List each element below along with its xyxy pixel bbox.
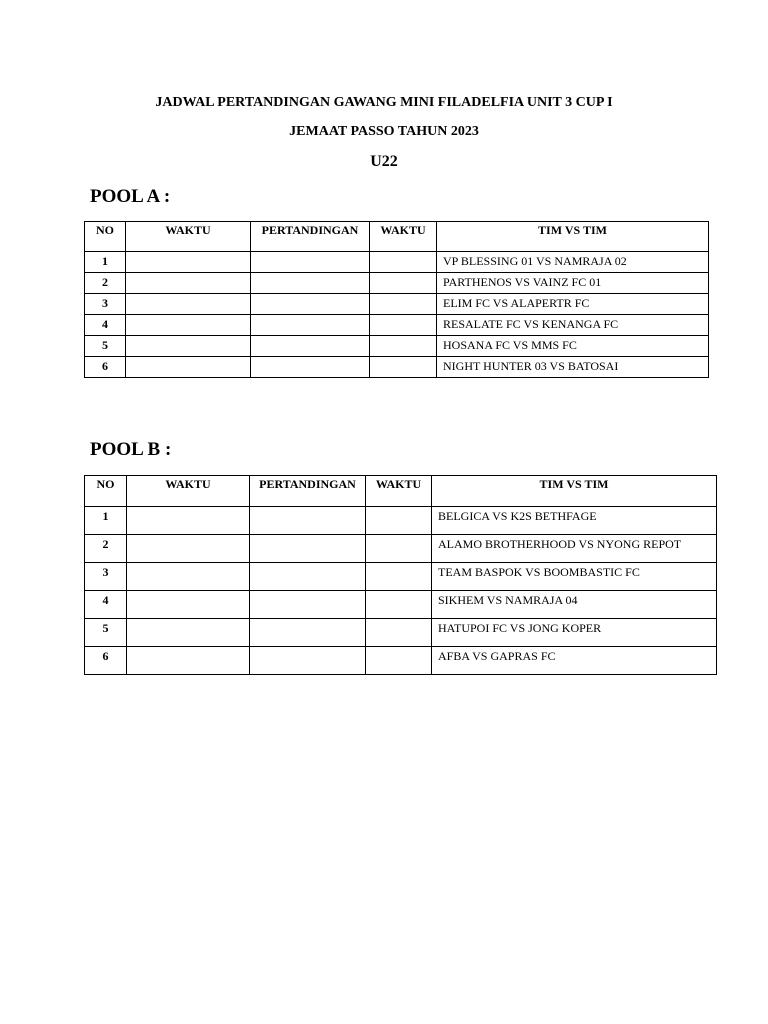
waktu-cell xyxy=(127,563,250,591)
pertandingan-cell xyxy=(251,252,370,273)
waktu-cell xyxy=(126,315,251,336)
waktu-cell-2 xyxy=(366,619,432,647)
header-pertandingan: PERTANDINGAN xyxy=(251,222,370,252)
match-cell: ALAMO BROTHERHOOD VS NYONG REPOT xyxy=(432,535,717,563)
table-row xyxy=(85,252,709,273)
header-pertandingan: PERTANDINGAN xyxy=(250,476,366,507)
match-cell: VP BLESSING 01 VS NAMRAJA 02 xyxy=(437,252,709,273)
match-cell: HATUPOI FC VS JONG KOPER xyxy=(432,619,717,647)
pertandingan-cell xyxy=(250,647,366,675)
table-row xyxy=(85,535,717,563)
header-waktu: WAKTU xyxy=(127,476,250,507)
match-cell: HOSANA FC VS MMS FC xyxy=(437,336,709,357)
document-subtitle: JEMAAT PASSO TAHUN 2023 xyxy=(289,124,479,139)
match-cell: AFBA VS GAPRAS FC xyxy=(432,647,717,675)
waktu-cell xyxy=(126,252,251,273)
waktu-cell-2 xyxy=(370,294,437,315)
waktu-cell xyxy=(126,273,251,294)
match-cell: NIGHT HUNTER 03 VS BATOSAI xyxy=(437,357,709,378)
waktu-cell xyxy=(126,336,251,357)
pertandingan-cell xyxy=(250,619,366,647)
age-category: U22 xyxy=(370,153,398,170)
waktu-cell-2 xyxy=(366,507,432,535)
table-row xyxy=(85,591,717,619)
row-number: 3 xyxy=(85,294,126,315)
row-number: 5 xyxy=(85,619,127,647)
waktu-cell-2 xyxy=(370,336,437,357)
table-header-row xyxy=(85,476,717,507)
table-row xyxy=(85,563,717,591)
pertandingan-cell xyxy=(251,357,370,378)
header-waktu-2: WAKTU xyxy=(370,222,437,252)
pertandingan-cell xyxy=(250,591,366,619)
pool-b-label: POOL B : xyxy=(90,439,172,460)
table-row xyxy=(85,507,717,535)
waktu-cell xyxy=(127,619,250,647)
pool-a-table xyxy=(84,221,709,378)
row-number: 5 xyxy=(85,336,126,357)
row-number: 4 xyxy=(85,591,127,619)
match-cell: ELIM FC VS ALAPERTR FC xyxy=(437,294,709,315)
row-number: 1 xyxy=(85,507,127,535)
waktu-cell-2 xyxy=(370,252,437,273)
row-number: 6 xyxy=(85,357,126,378)
pertandingan-cell xyxy=(251,315,370,336)
header-no: NO xyxy=(85,222,126,252)
waktu-cell xyxy=(126,294,251,315)
document-title: JADWAL PERTANDINGAN GAWANG MINI FILADELFIA UNIT 3 CUP I xyxy=(155,95,613,110)
header-waktu: WAKTU xyxy=(126,222,251,252)
row-number: 2 xyxy=(85,273,126,294)
waktu-cell-2 xyxy=(370,315,437,336)
waktu-cell-2 xyxy=(370,273,437,294)
row-number: 4 xyxy=(85,315,126,336)
table-header-row xyxy=(85,222,709,252)
table-row xyxy=(85,273,709,294)
pertandingan-cell xyxy=(251,294,370,315)
header-tim-vs-tim: TIM VS TIM xyxy=(437,222,709,252)
row-number: 6 xyxy=(85,647,127,675)
table-row xyxy=(85,357,709,378)
pertandingan-cell xyxy=(251,273,370,294)
waktu-cell xyxy=(127,535,250,563)
waktu-cell xyxy=(127,591,250,619)
waktu-cell-2 xyxy=(366,535,432,563)
pertandingan-cell xyxy=(250,563,366,591)
pertandingan-cell xyxy=(250,507,366,535)
table-row xyxy=(85,294,709,315)
row-number: 2 xyxy=(85,535,127,563)
match-cell: RESALATE FC VS KENANGA FC xyxy=(437,315,709,336)
waktu-cell xyxy=(126,357,251,378)
pertandingan-cell xyxy=(250,535,366,563)
waktu-cell-2 xyxy=(366,591,432,619)
table-row xyxy=(85,647,717,675)
waktu-cell xyxy=(127,647,250,675)
waktu-cell-2 xyxy=(370,357,437,378)
match-cell: BELGICA VS K2S BETHFAGE xyxy=(432,507,717,535)
match-cell: SIKHEM VS NAMRAJA 04 xyxy=(432,591,717,619)
header-no: NO xyxy=(85,476,127,507)
table-row xyxy=(85,315,709,336)
row-number: 1 xyxy=(85,252,126,273)
header-waktu-2: WAKTU xyxy=(366,476,432,507)
pertandingan-cell xyxy=(251,336,370,357)
match-cell: TEAM BASPOK VS BOOMBASTIC FC xyxy=(432,563,717,591)
waktu-cell xyxy=(127,507,250,535)
match-cell: PARTHENOS VS VAINZ FC 01 xyxy=(437,273,709,294)
waktu-cell-2 xyxy=(366,563,432,591)
waktu-cell-2 xyxy=(366,647,432,675)
row-number: 3 xyxy=(85,563,127,591)
table-row xyxy=(85,336,709,357)
table-row xyxy=(85,619,717,647)
header-tim-vs-tim: TIM VS TIM xyxy=(432,476,717,507)
pool-b-table xyxy=(84,475,717,675)
pool-a-label: POOL A : xyxy=(90,186,171,207)
